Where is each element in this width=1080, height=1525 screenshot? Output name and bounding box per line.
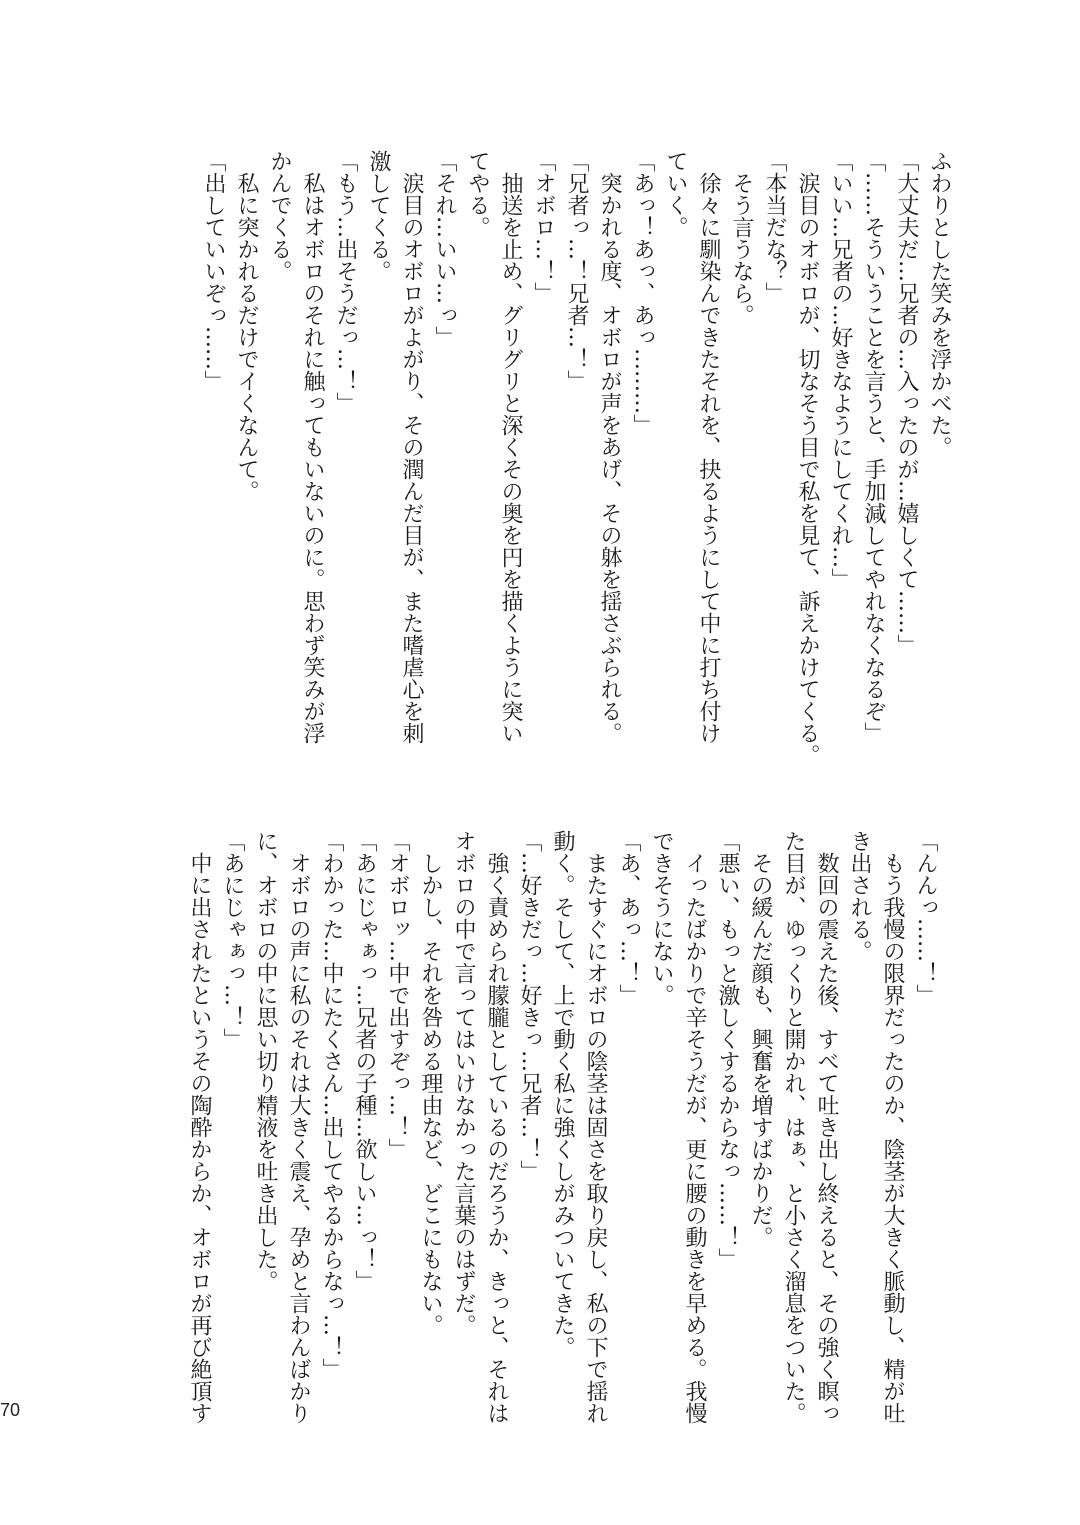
text-column: 強く責められ朦朧としているのだろうか、きっと、それは (484, 852, 509, 1424)
text-column: できそうにない。 (649, 830, 674, 1006)
text-block-top (197, 150, 956, 766)
text-column: 「オボロッ…中で出すぞっ…！」 (385, 830, 410, 1160)
text-column: 私に突かれるだけでイくなんて。 (234, 172, 259, 502)
text-column: かんでくる。 (267, 150, 292, 282)
text-column: 涙目のオボロが、切なそう目で私を見て、訴えかけてくる。 (795, 172, 820, 766)
text-column: 中に出されたというその陶酔からか、オボロが再び絶頂す (187, 852, 212, 1424)
text-column: 「それ…いい…っ」 (432, 150, 457, 348)
text-column: 「あにじゃぁっ…兄者の子種…欲しい…っ！」 (352, 830, 377, 1292)
text-column: またすぐにオボロの陰茎は固さを取り戻し、私の下で揺れ (583, 852, 608, 1424)
text-column: てやる。 (465, 150, 490, 238)
text-column: 私はオボロのそれに触ってもいないのに。思わず笑みが浮 (300, 172, 325, 744)
text-column: 動く。そして、上で動く私に強くしがみついてきた。 (550, 830, 575, 1358)
text-column: イったばかりで辛そうだが、更に腰の動きを早める。我慢 (682, 852, 707, 1424)
text-column: そう言うなら。 (729, 172, 754, 326)
text-column: 「兄者っ…！兄者…！」 (564, 150, 589, 392)
text-column: しかし、それを咎める理由など、どこにもない。 (418, 852, 443, 1336)
text-column: オボロの声に私のそれは大きく震え、孕めと言わんばかり (286, 852, 311, 1424)
text-column: 「…好きだっ…好きっ…兄者…！」 (517, 830, 542, 1182)
text-column: 「オボロ…！」 (531, 150, 556, 304)
text-column: ていく。 (663, 150, 688, 238)
text-column: ふわりとした笑みを浮かべた。 (927, 150, 952, 458)
text-column: その緩んだ顔も、興奮を増すばかりだ。 (748, 852, 773, 1248)
text-column: 「悪い、もっと激しくするからなっ……！」 (715, 830, 740, 1270)
text-column: 「あっ！あっ、あっ………」 (630, 150, 655, 436)
text-column: 「あにじゃぁっ…！」 (220, 830, 245, 1050)
text-column: 「あ、あっ…！」 (616, 830, 641, 1006)
text-column: 「本当だな？」 (762, 150, 787, 304)
text-column: 抽送を止め、グリグリと深くその奥を円を描くように突い (498, 172, 523, 744)
text-column: 「出していいぞっ……」 (201, 150, 226, 392)
text-column: 「いい…兄者の…好きなようにしてくれ…」 (828, 150, 853, 590)
text-column: 「……そういうことを言うと、手加減してやれなくなるぞ」 (861, 150, 886, 744)
text-column: に、オボロの中に思い切り精液を吐き出した。 (253, 830, 278, 1292)
page-number: 70 (0, 1400, 21, 1420)
text-column: もう我慢の限界だったのか、陰茎が大きく脈動し、精が吐 (880, 852, 905, 1424)
text-column: 「大丈夫だ…兄者の…入ったのが…嬉しくて……」 (894, 150, 919, 656)
text-column: 激してくる。 (366, 150, 391, 282)
text-column: 涙目のオボロがよがり、その潤んだ目が、また嗜虐心を刺 (399, 172, 424, 744)
text-column: た目が、ゆっくりと開かれ、はぁ、と小さく溜息をついた。 (781, 830, 806, 1424)
text-column: 徐々に馴染んできたそれを、抉るようにして中に打ち付け (696, 172, 721, 744)
text-column: 「わかった…中にたくさん…出してやるからなっ…！」 (319, 830, 344, 1380)
text-column: 突かれる度、オボロが声をあげ、その躰を揺さぶられる。 (597, 172, 622, 744)
text-column: 数回の震えた後、すべて吐き出し終えると、その強く瞑っ (814, 852, 839, 1424)
text-column: オボロの中で言ってはいけなかった言葉のはずだ。 (451, 830, 476, 1336)
text-column: き出される。 (847, 830, 872, 962)
text-column: 「もう…出そうだっ…！」 (333, 150, 358, 414)
text-block-bottom (183, 830, 942, 1430)
text-column: 「んんっ……！」 (913, 830, 938, 1006)
